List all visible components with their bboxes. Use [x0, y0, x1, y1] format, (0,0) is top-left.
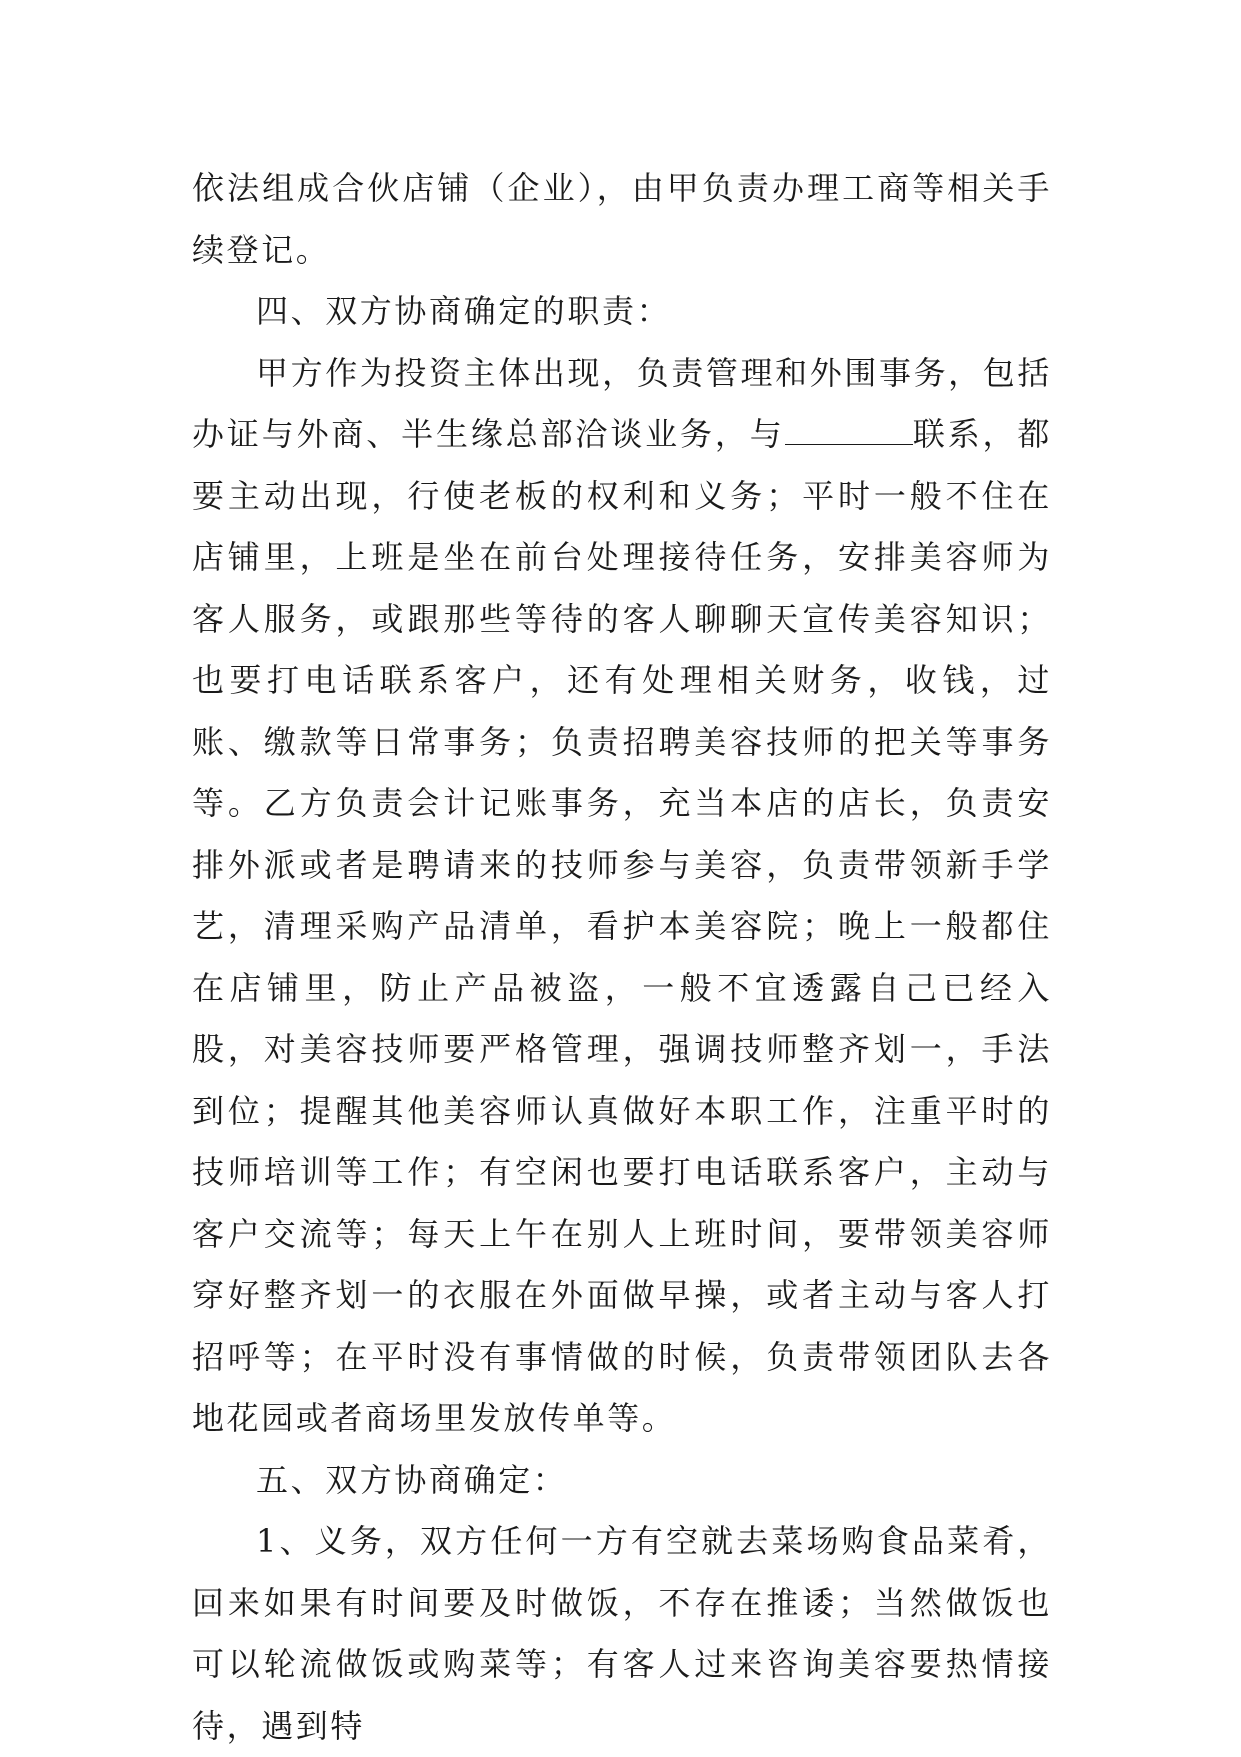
fill-in-blank: [785, 414, 913, 445]
paragraph-duties: [192, 343, 1052, 1450]
paragraph-registration: 依法组成合伙店铺（企业），由甲负责办理工商等相关手续登记。: [192, 169, 1052, 269]
duties-text-rest: 联系，都要主动出现，行使老板的权利和义务；平时一般不住在店铺里，上班是坐在前台处理接待任务，安排美容师为客人服务，或跟那些等待的客人聊聊天宣传美容知识；也要打电话联系客户，还有处理相关财务，收钱，过账、缴款等日常事务；负责招聘美容技师的把关等事务等。乙方负责会计记账事务，充当本店的店长，负责安排外派或者是聘请来的技师参与美容，负责带领新手学艺，清理采购产品清单，看护本美容院；晚上一般都住在店铺里，防止产品被盗，一般不宜透露自己已经入股，对美容技师要严格管理，强调技师整齐划一，手法到位；提醒其他美容师认真做好本职工作，注重平时的技师培训等工作；有空闲也要打电话联系客户，主动与客户交流等；每天上午在别人上班时间，要带领美容师穿好整齐划一的衣服在外面做早操，或者主动与客人打招呼等；在平时没有事情做的时候，负责带领团队去各地花园或者商场里发放传单等。: [192, 415, 1053, 1437]
paragraph-obligations: 1、义务，双方任何一方有空就去菜场购食品菜肴，回来如果有时间要及时做饭，不存在推诿；当然做饭也可以轮流做饭或购菜等；有客人过来咨询美容要热情接待，遇到特: [192, 1522, 1052, 1745]
duties-text-start: 甲方作为投资主体出现，负责管理和外围事务，包括办证与外商、半生缘总部洽谈业务，与: [192, 353, 1052, 453]
section-heading-5: 五、双方协商确定：: [256, 1460, 568, 1499]
section-heading-4: 四、双方协商确定的职责：: [256, 292, 672, 330]
document-body: [192, 158, 1052, 1757]
